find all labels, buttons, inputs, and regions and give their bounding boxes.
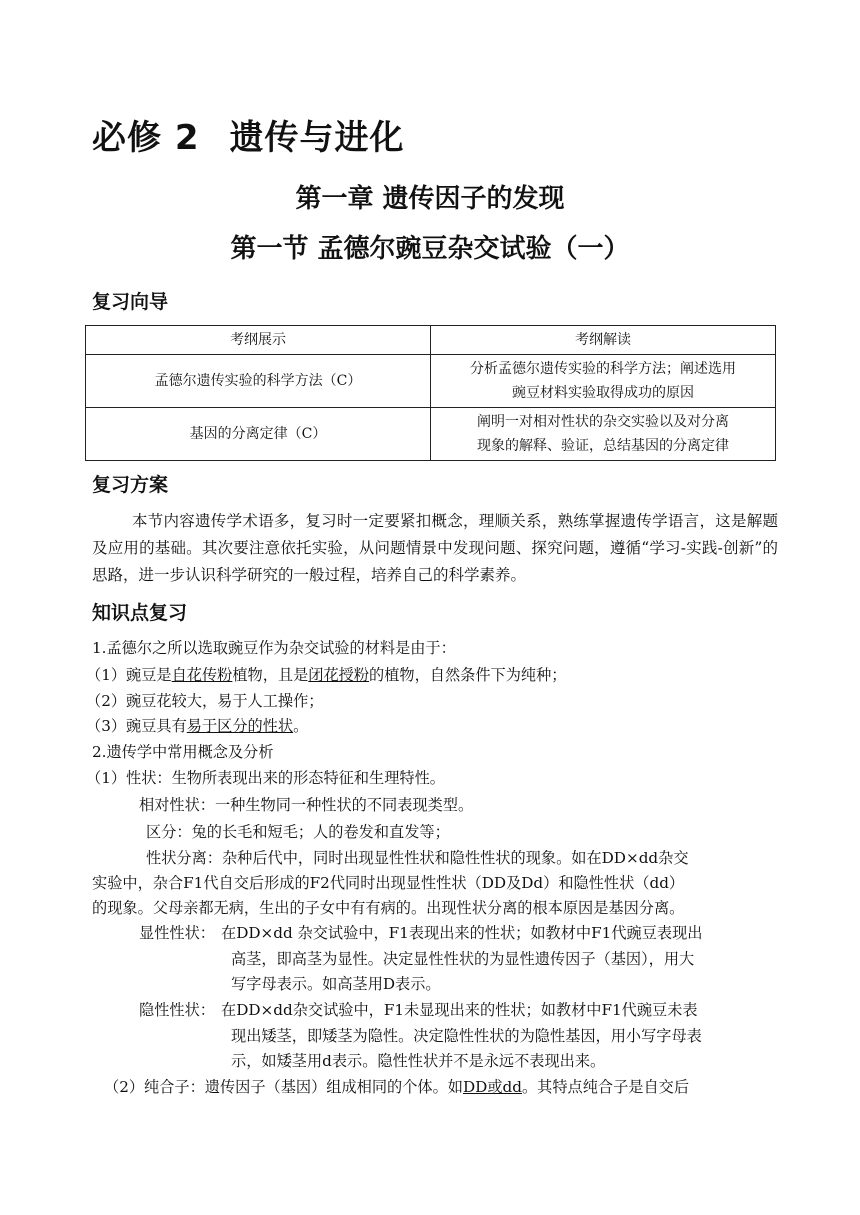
table-cell: 基因的分离定律（C） [86,408,431,461]
point-1-2: （2）豌豆花较大，易于人工操作； [86,692,324,710]
cell-line: 分析孟德尔遗传实验的科学方法；阐述选用 [470,361,736,377]
recessive-line: 示，如矮茎用d表示。隐性性状并不是永远不表现出来。 [231,1052,606,1070]
table-row [86,408,776,461]
point-1-3: （3）豌豆具有易于区分的性状。 [86,717,309,735]
cell-line: 现象的解释、验证，总结基因的分离定律 [477,438,729,454]
dominant-line: 在DD×dd 杂交试验中，F1表现出来的性状；如教材中F1代豌豆表现出 [221,924,703,942]
point-2-1: （1）性状：生物所表现出来的形态特征和生理特性。 [86,769,445,787]
section-title: 第一节 孟德尔豌豆杂交试验（一） [230,234,630,264]
table-header-cell: 考纲解读 [431,326,776,355]
relative-trait: 相对性状：一种生物同一种性状的不同表现类型。 [139,796,474,814]
guide-heading: 复习向导 [92,291,169,313]
point-1: 1.孟德尔之所以选取豌豆作为杂交试验的材料是由于： [92,639,456,657]
point-1-1: （1）豌豆是自花传粉植物，且是闭花授粉的植物，自然条件下为纯种； [86,666,567,684]
syllabus-table [85,325,776,461]
underlined-term: 易于区分的性状 [186,717,294,735]
chapter-title: 第一章 遗传因子的发现 [295,184,565,214]
underlined-term: 自花传粉 [171,666,233,684]
recessive-label: 隐性性状： [139,1001,215,1019]
dominant-line: 写字母表示。如高茎用D表示。 [231,975,441,993]
table-header-cell: 考纲展示 [86,326,431,355]
dominant-line: 高茎，即高茎为显性。决定显性性状的为显性遗传因子（基因），用大 [231,950,695,968]
point-2: 2.遗传学中常用概念及分析 [92,743,274,761]
underlined-term: DD或dd [462,1078,522,1096]
table-cell [431,355,776,408]
dominant-label: 显性性状： [139,924,215,942]
cell-line: 豌豆材料实验取得成功的原因 [512,385,694,401]
table-cell [431,408,776,461]
review-heading: 知识点复习 [92,602,188,624]
recessive-line: 在DD×dd杂交试验中，F1未显现出来的性状；如教材中F1代豌豆未表 [221,1001,698,1019]
trait-separation-line: 实验中，杂合F1代自交后形成的F2代同时出现显性性状（DD及Dd）和隐性性状（dd） [92,874,685,892]
trait-separation-line: 的现象。父母亲都无病，生出的子女中有有病的。出现性状分离的根本原因是基因分离。 [92,899,685,917]
plan-heading: 复习方案 [92,474,169,496]
underlined-term: 闭花授粉 [308,666,370,684]
cell-line: 阐明一对相对性状的杂交实验以及对分离 [477,414,729,430]
trait-separation-line: 性状分离：杂种后代中，同时出现显性性状和隐性性状的现象。如在DD×dd杂交 [146,849,689,867]
book-title [92,110,405,159]
book-name: 遗传与进化 [229,118,405,158]
point-2-2: （2）纯合子：遗传因子（基因）组成相同的个体。如DD或dd。其特点纯合子是自交后 [104,1078,690,1096]
table-header-row [86,326,776,355]
table-cell: 孟德尔遗传实验的科学方法（C） [86,355,431,408]
recessive-line: 现出矮茎，即矮茎为隐性。决定隐性性状的为隐性基因，用小写字母表 [231,1027,702,1045]
book-label: 必修 2 [92,118,200,158]
plan-paragraph: 本节内容遗传学术语多，复习时一定要紧扣概念，理顺关系，熟练掌握遗传学语言，这是解题及应用的基础。其次要注意依托实验，从问题情景中发现问题、探究问题，遵循“学习-实践-创新”的思路，进一步认识科学研究的一般过程，培养自己的科学素养。 [92,512,778,584]
table-row [86,355,776,408]
distinguish-example: 区分：兔的长毛和短毛；人的卷发和直发等； [146,823,450,841]
